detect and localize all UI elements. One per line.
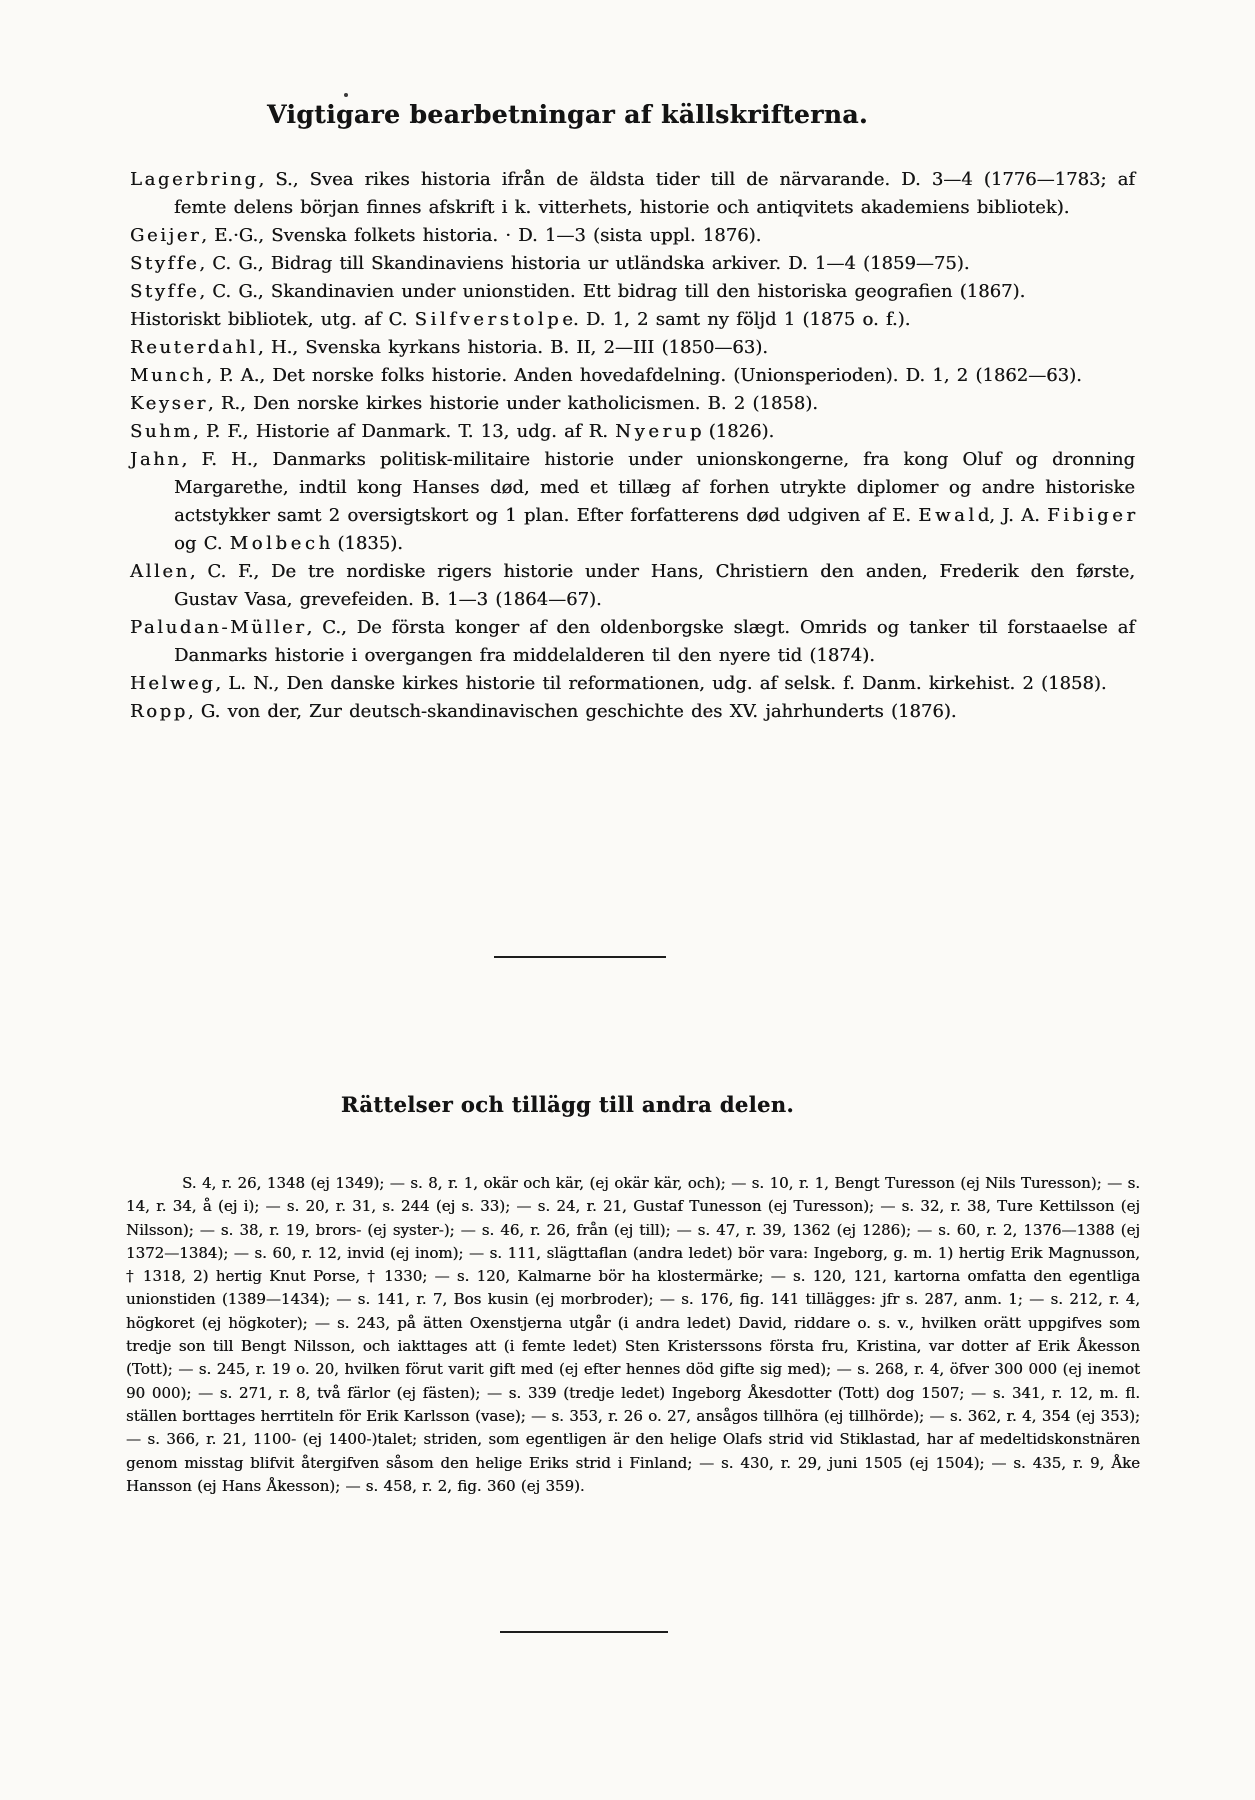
entry-author: Lagerbring: [130, 169, 259, 190]
entry-author: Geijer: [130, 225, 202, 246]
entry-author: Reuterdahl: [130, 337, 258, 358]
section-divider-rule: [494, 956, 666, 958]
entry-author: Helweg: [130, 673, 216, 694]
bibliography-entry: [130, 558, 1135, 614]
bibliography-entry: [130, 278, 1135, 306]
entry-text: , E.·G., Svenska folkets historia. · D. 1—3 (sista uppl. 1876).: [201, 225, 762, 246]
entry-author: Paludan-Müller: [130, 617, 307, 638]
entry-author: Suhm: [130, 421, 193, 442]
section2-title: Rättelser och tillägg till andra delen.: [340, 1092, 795, 1117]
entry-author: Styffe: [130, 253, 200, 274]
bibliography-entry: [130, 334, 1135, 362]
entry-text: , C., De första konger af den oldenborgske slægt. Omrids og tanker til forstaaelse af Danmarks historie i overgangen fra middelalderen til den nyere tid (1874).: [174, 617, 1135, 666]
bibliography-entry: [130, 670, 1135, 698]
bibliography-entry: [130, 166, 1135, 222]
entry-author: Jahn: [130, 449, 182, 470]
entry-text: , L. N., Den danske kirkes historie til reformationen, udg. af selsk. f. Danm. kirkehist. 2 (1858).: [215, 673, 1107, 694]
entry-text: , P. F., Historie af Danmark. T. 13, udg. af R. N y e r u p (1826).: [193, 421, 775, 442]
bibliography-entry: [130, 306, 1135, 334]
entry-text: , S., Svea rikes historia ifrån de äldsta tider till de närvarande. D. 3—4 (1776—1783; af femte delens början finnes afskrift i k. vitterhets, historie och antiqvitets akademiens bibliotek).: [174, 169, 1135, 218]
bibliography-entry: [130, 222, 1135, 250]
scan-speck: [344, 93, 348, 97]
entry-text: , C. F., De tre nordiske rigers historie under Hans, Christiern den anden, Frederik den første, Gustav Vasa, grevefeiden. B. 1—3 (1864—67).: [174, 561, 1135, 610]
entry-text: , H., Svenska kyrkans historia. B. II, 2—III (1850—63).: [257, 337, 768, 358]
entry-text: , C. G., Skandinavien under unionstiden. Ett bidrag till den historiska geografien (1867).: [199, 281, 1026, 302]
bibliography-entry: [130, 418, 1135, 446]
entry-text: , R., Den norske kirkes historie under katholicismen. B. 2 (1858).: [207, 393, 818, 414]
entry-text: , C. G., Bidrag till Skandinaviens historia ur utländska arkiver. D. 1—4 (1859—75).: [199, 253, 970, 274]
bibliography-entry: [130, 362, 1135, 390]
section1-title: Vigtigare bearbetningar af källskrifterna.: [266, 100, 869, 129]
entry-author: Ropp: [130, 701, 188, 722]
corrections-paragraph: S. 4, r. 26, 1348 (ej 1349); — s. 8, r. 1, okär och kär, (ej okär kär, och); — s. 10, r. 1, Bengt Turesson (ej Nils Turesson); — s. 14, r. 34, å (ej i); — s. 20, r. 31, s. 244 (ej s. 33); — s. 24, r. 21, Gustaf Tunesson (ej Turesson); — s. 32, r. 38, Ture Kettilsson (ej Nilsson); — s. 38, r. 19, brors- (ej syster-); — s. 46, r. 26, från (ej till); — s. 47, r. 39, 1362 (ej 1286); — s. 60, r. 2, 1376—1388 (ej 1372—1384); — s. 60, r. 12, invid (ej inom); — s. 111, slägttaflan (andra ledet) bör vara: Ingeborg, g. m. 1) hertig Erik Magnusson, † 1318, 2) hertig Knut Porse, † 1330; — s. 120, Kalmarne bör ha klostermärke; — s. 120, 121, kartorna omfatta den egentliga unionstiden (1389—1434); — s. 141, r. 7, Bos kusin (ej morbroder); — s. 176, fig. 141 tillägges: jfr s. 287, anm. 1; — s. 212, r. 4, högkoret (ej högkoter); — s. 243, på ätten Oxenstjerna utgår (i andra ledet) David, riddare o. s. v., hvilken orätt uppgifves som tredje son till Bengt Nilsson, och iakttages att (i femte ledet) Sten Kristerssons första fru, Kristina, var dotter af Erik Åkesson (Tott); — s. 245, r. 19 o. 20, hvilken förut varit gift med (ej efter hennes död gifte sig med); — s. 268, r. 4, öfver 300 000 (ej inemot 90 000); — s. 271, r. 8, två färlor (ej fästen); — s. 339 (tredje ledet) Ingeborg Åkesdotter (Tott) dog 1507; — s. 341, r. 12, m. fl. ställen borttages herrtiteln för Erik Karlsson (vase); — s. 353, r. 26 o. 27, ansågos tillhöra (ej tillhörde); — s. 362, r. 4, 354 (ej 353); — s. 366, r. 21, 1100- (ej 1400-)talet; striden, som egentligen är den helige Olafs strid vid Stiklastad, har af medeltidskonstnären genom misstag blifvit återgifven såsom den helige Eriks strid i Finland; — s. 430, r. 29, juni 1505 (ej 1504); — s. 435, r. 9, Åke Hansson (ej Hans Åkesson); — s. 458, r. 2, fig. 360 (ej 359).: [126, 1174, 1140, 1495]
entry-author: Allen: [130, 561, 190, 582]
bibliography-list: [130, 166, 1135, 726]
bibliography-entry: [130, 446, 1135, 558]
entry-text: Historiskt bibliotek, utg. af C. S i l f v e r s t o l p e. D. 1, 2 samt ny följd 1 (1875 o. f.).: [130, 309, 911, 330]
entry-author: Keyser: [130, 393, 208, 414]
entry-text: , P. A., Det norske folks historie. Anden hovedafdelning. (Unionsperioden). D. 1, 2 (1862—63).: [206, 365, 1082, 386]
entry-author: Munch: [130, 365, 207, 386]
bibliography-entry: [130, 250, 1135, 278]
entry-text: , G. von der, Zur deutsch-skandinavischen geschichte des XV. jahrhunderts (1876).: [187, 701, 957, 722]
bottom-divider-rule: [500, 1631, 668, 1633]
bibliography-entry: [130, 390, 1135, 418]
bibliography-entry: [130, 698, 1135, 726]
entry-text: , F. H., Danmarks politisk-militaire historie under unionskongerne, fra kong Oluf og dronning Margarethe, indtil kong Hanses død, med et tillæg af forhen utrykte diplomer og andre historiske actstykker samt 2 oversigtskort og 1 plan. Efter forfatterens død udgiven af E. E w a l d, J. A. F i b i g e r og C. M o l b e c h (1835).: [174, 449, 1135, 554]
entry-author: Styffe: [130, 281, 200, 302]
bibliography-entry: [130, 614, 1135, 670]
